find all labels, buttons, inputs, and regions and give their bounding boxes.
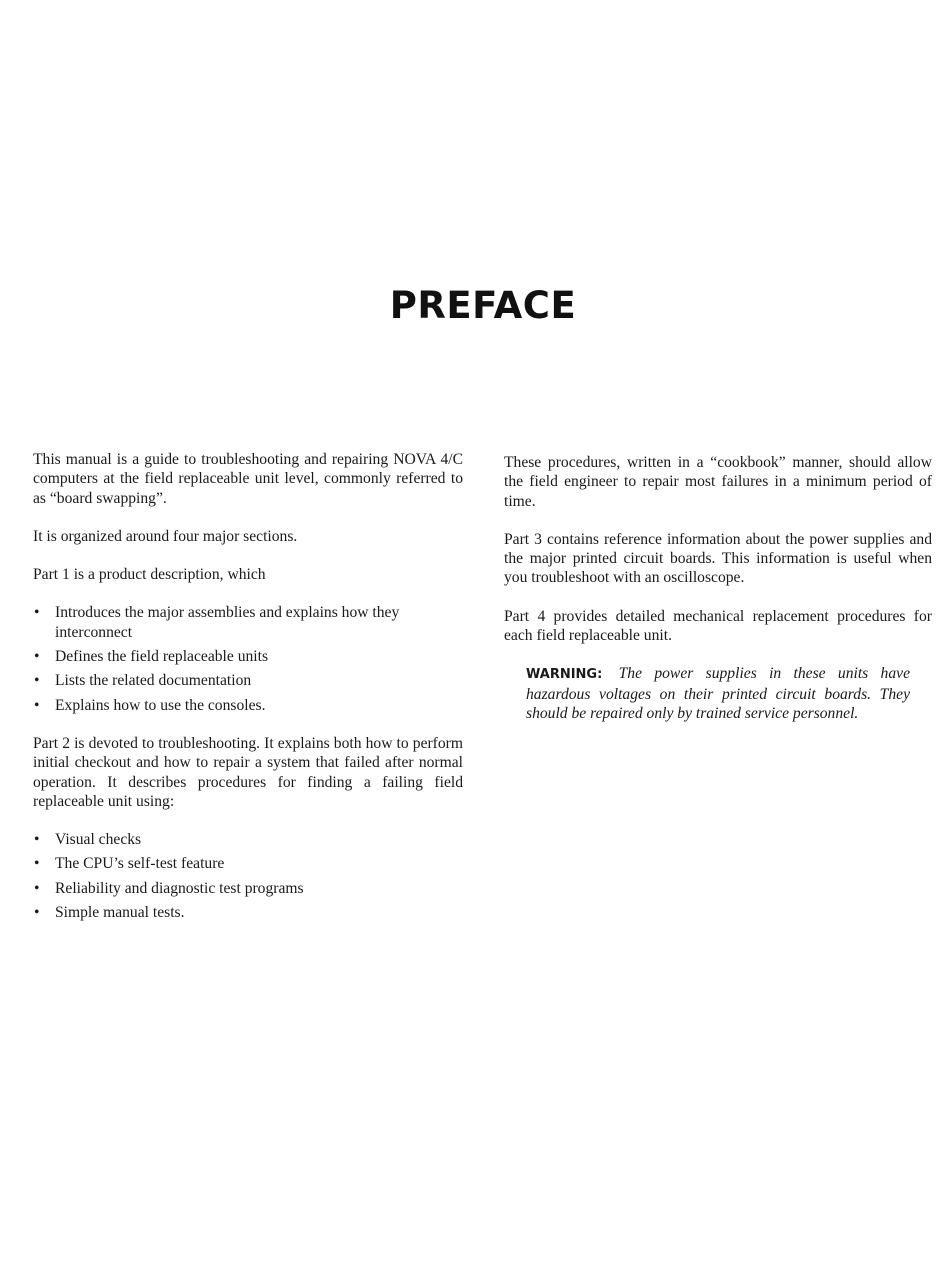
- right-column: [504, 453, 932, 723]
- page-title: PREFACE: [389, 284, 577, 327]
- list-item: • Introduces the major assemblies and explains how they interconnect: [34, 604, 400, 641]
- list-item: • Visual checks: [34, 831, 142, 849]
- list-item: • Defines the field replaceable units: [34, 648, 269, 666]
- list-item: • The CPU’s self-test feature: [34, 855, 225, 873]
- warning-text: The power supplies in these units have hazardous voltages on their printed circuit boards. They should be repaired only by trained service personnel.: [526, 665, 910, 722]
- intro-paragraph: This manual is a guide to troubleshooting and repairing NOVA 4/C computers at the field replaceable unit level, commonly referred to as “board swapping”.: [33, 451, 463, 507]
- warning-label: WARNING:: [526, 667, 603, 683]
- bullet-icon: •: [34, 648, 40, 666]
- left-column: [33, 450, 463, 941]
- list-item: • Explains how to use the consoles.: [34, 696, 266, 714]
- part4-paragraph: Part 4 provides detailed mechanical replacement procedures for each field replaceable unit.: [504, 607, 932, 645]
- bullet-icon: •: [34, 879, 40, 897]
- part1-list: [33, 603, 463, 714]
- bullet-icon: •: [34, 604, 40, 622]
- bullet-icon: •: [34, 696, 40, 714]
- part3-paragraph: Part 3 contains reference information about the power supplies and the major printed circuit boards. This information is useful when you troubleshoot with an oscilloscope.: [504, 530, 932, 587]
- organization-paragraph: It is organized around four major sections.: [33, 527, 298, 545]
- procedures-paragraph: These procedures, written in a “cookbook” manner, should allow the field engineer to repair most failures in a minimum period of time.: [504, 454, 932, 510]
- part1-paragraph: Part 1 is a product description, which: [33, 566, 266, 584]
- bullet-icon: •: [34, 831, 40, 849]
- list-item: • Simple manual tests.: [34, 904, 185, 922]
- part2-paragraph: Part 2 is devoted to troubleshooting. It explains both how to perform initial checkout and how to repair a system that failed after normal operation. It describes procedures for finding a failing field replaceable unit using:: [33, 734, 463, 810]
- warning-note: [526, 664, 910, 723]
- part2-list: [33, 830, 463, 922]
- list-item: • Reliability and diagnostic test programs: [34, 879, 304, 897]
- list-item: • Lists the related documentation: [34, 672, 252, 690]
- bullet-icon: •: [34, 904, 40, 922]
- bullet-icon: •: [34, 672, 40, 690]
- bullet-icon: •: [34, 855, 40, 873]
